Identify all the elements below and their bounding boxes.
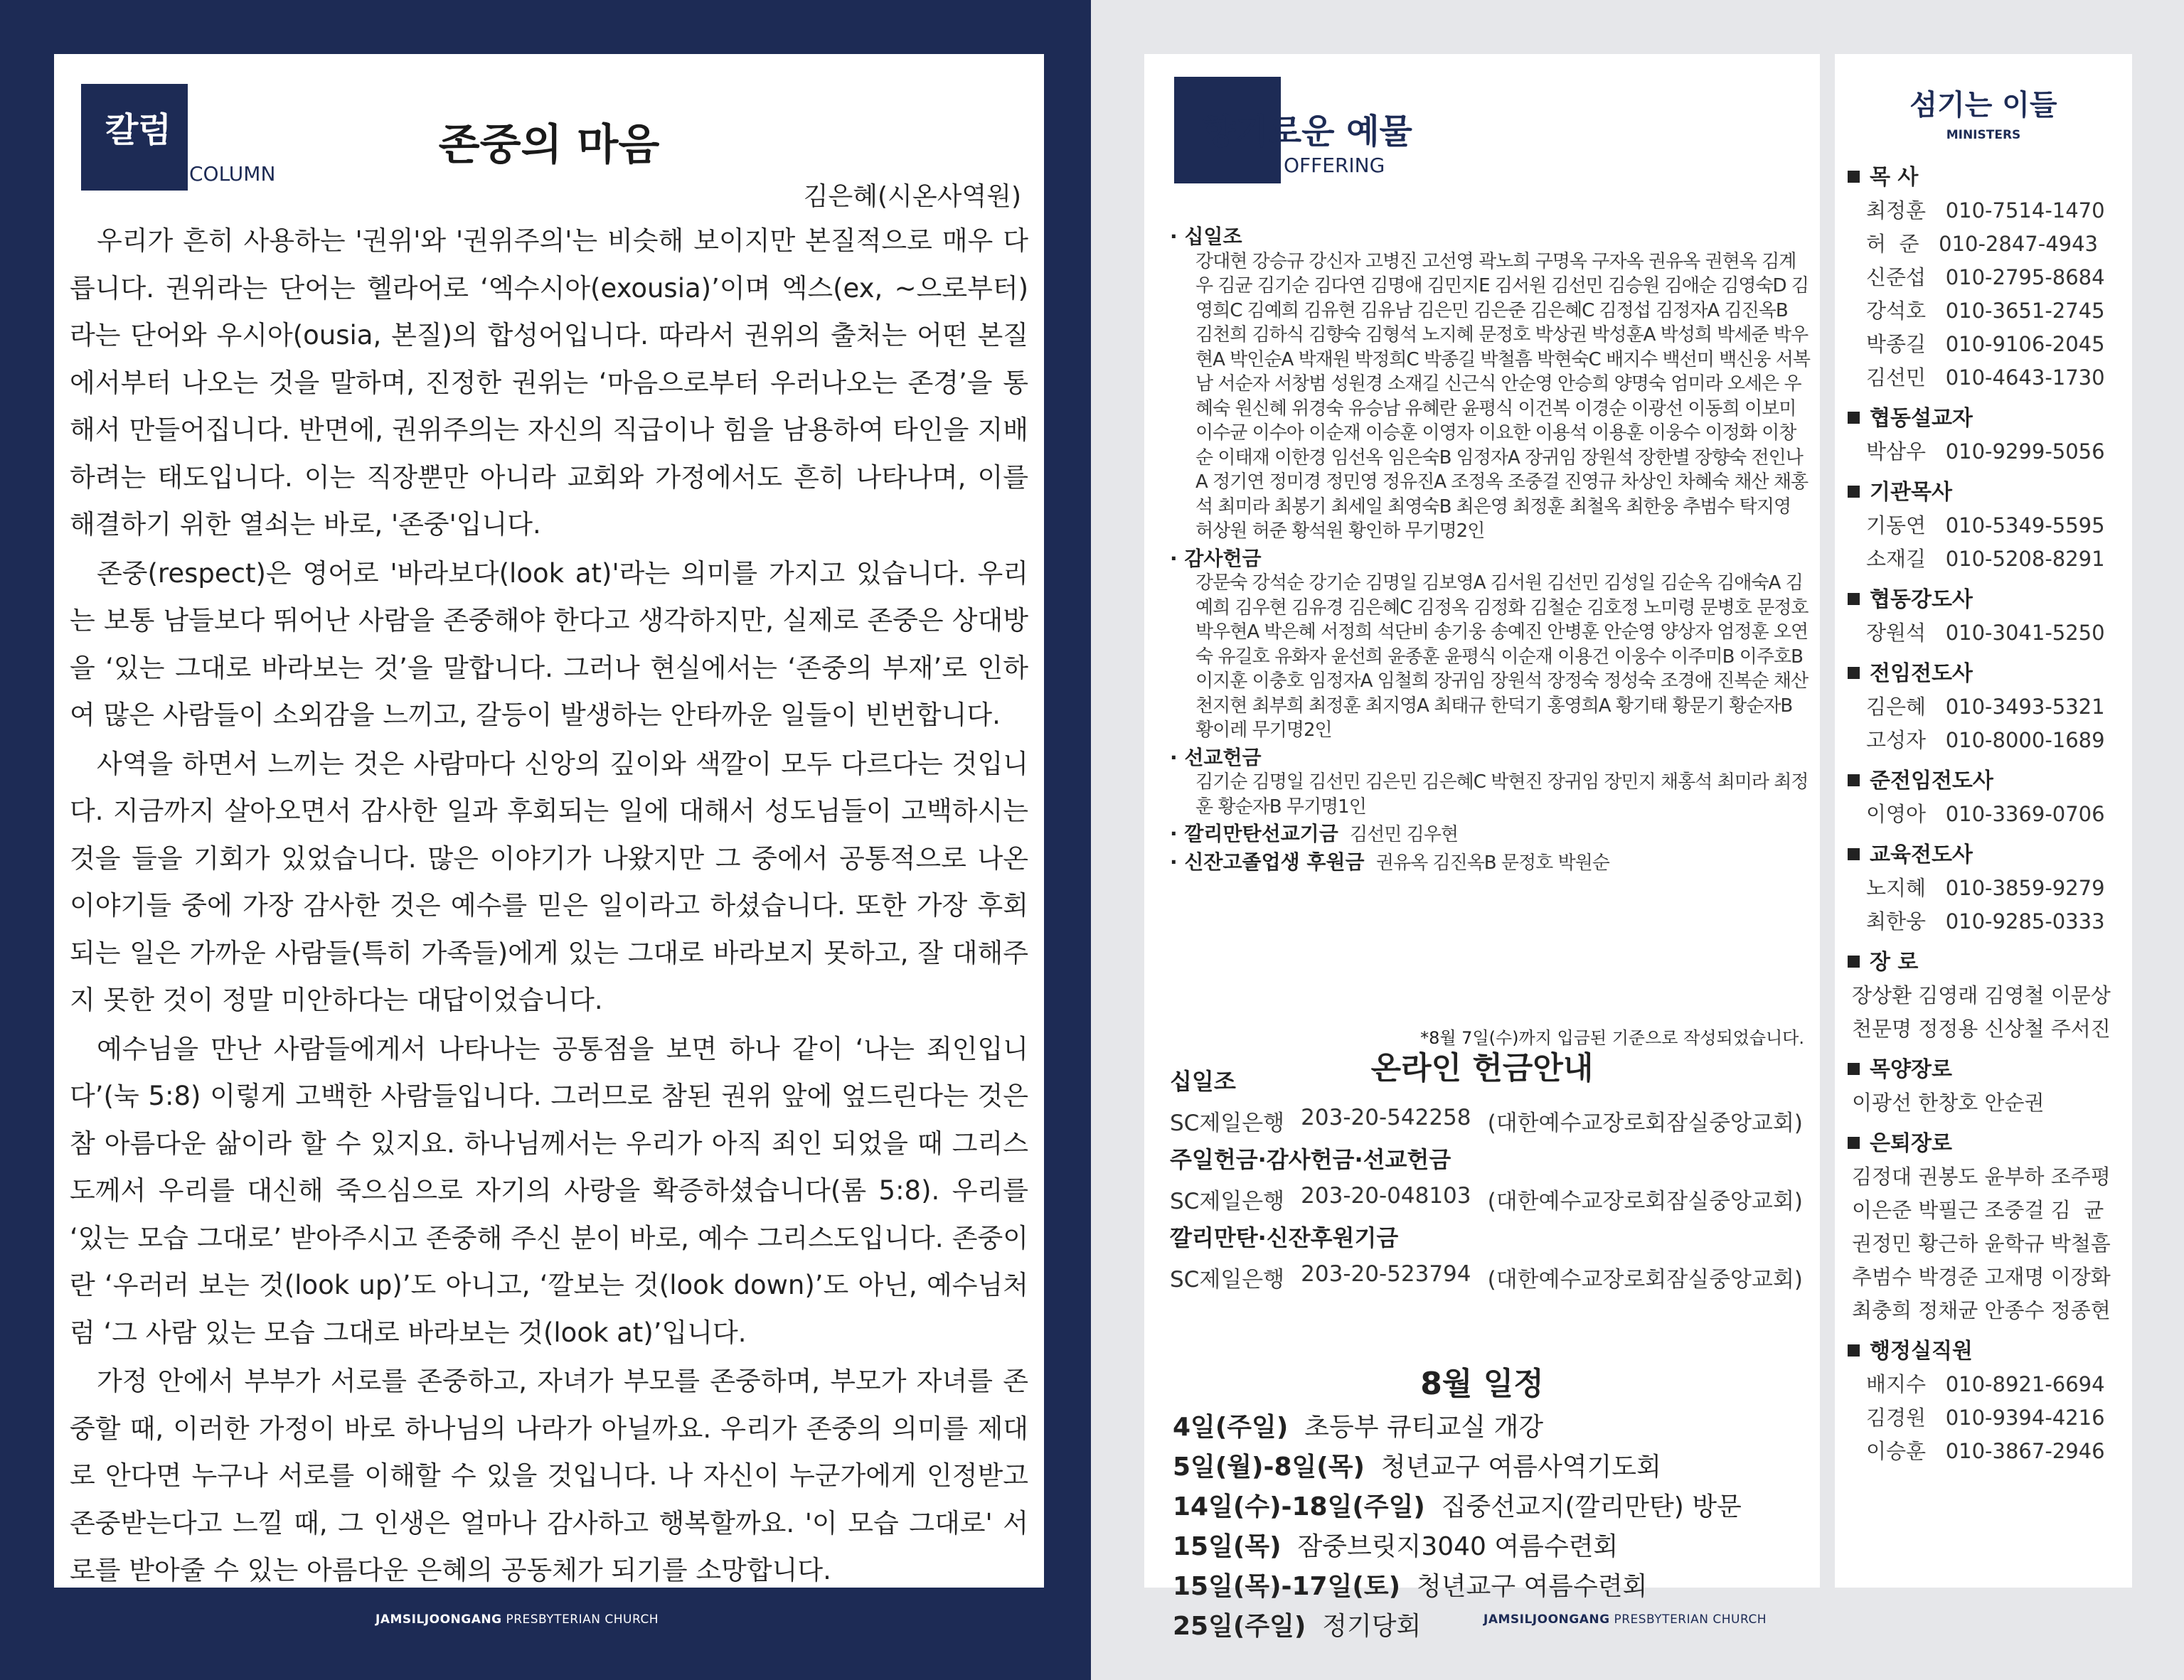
- account-holder: (대한예수교장로회잠실중앙교회): [1487, 1111, 1803, 1136]
- offering-section-head: · 십일조: [1170, 225, 1242, 248]
- minister-category: [1848, 764, 2125, 798]
- account-line: [1170, 1261, 1803, 1293]
- bullet-square-icon: [1848, 171, 1860, 183]
- minister-category-label: 협동강도사: [1870, 587, 1973, 612]
- schedule-item: [1173, 1567, 1742, 1607]
- minister-row: 장원석 010-3041-5250: [1866, 621, 2105, 645]
- minister-category: [1848, 583, 2125, 616]
- account-holder: (대한예수교장로회잠실중앙교회): [1487, 1267, 1803, 1293]
- minister-row: 최정훈 010-7514-1470: [1866, 198, 2105, 223]
- offering-section: [1170, 850, 1810, 876]
- account-line: [1170, 1105, 1803, 1137]
- minister-row: 이승훈 010-3867-2946: [1866, 1439, 2105, 1463]
- ministers-title: 섬기는 이들: [1909, 89, 2057, 122]
- column-badge-sub: COLUMN: [189, 162, 276, 186]
- bullet-square-icon: [1848, 412, 1860, 424]
- minister-row: 천문명 정정용 신상철 주서진: [1852, 1017, 2111, 1041]
- account-block: [1170, 1142, 1803, 1215]
- offering-note: *8월 7일(수)까지 입금된 기준으로 작성되었습니다.: [1420, 1028, 1804, 1048]
- online-offering-title: 온라인 헌금안내: [1370, 1050, 1594, 1086]
- minister-row: 고성자 010-8000-1689: [1866, 728, 2105, 752]
- account-bank: SC제일은행: [1170, 1111, 1285, 1136]
- account-bank: SC제일은행: [1170, 1189, 1285, 1214]
- bullet-square-icon: [1848, 667, 1860, 679]
- minister-row: 김정대 권봉도 윤부하 조주평: [1852, 1165, 2111, 1189]
- offering-list: [1170, 225, 1810, 878]
- account-line: [1170, 1183, 1803, 1215]
- column-paragraph: 사역을 하면서 느끼는 것은 사람마다 신앙의 깊이와 색깔이 모두 다르다는 것입니다. 지금까지 살아오면서 감사한 일과 후회되는 일에 대해서 성도님들이 고백하시는 것을 들을 기회가 있었습니다. 많은 이야기가 나왔지만 그 중에서 공통적으로 나온 이야기들 중에 가장 감사한 것은 예수를 믿은 일이라고 하셨습니다. 또한 가장 후회되는 일은 가까운 사람들(특히 가족들)에게 있는 그대로 바라보지 못하고, 잘 대해주지 못한 것이 정말 미안하다는 대답이었습니다.: [70, 748, 1028, 1015]
- minister-category: [1848, 1127, 2125, 1160]
- minister-row: 김선민 010-4643-1730: [1866, 365, 2105, 390]
- offering-section-head: · 선교헌금: [1170, 745, 1262, 769]
- minister-row: 강석호 010-3651-2745: [1866, 299, 2105, 323]
- minister-category-label: 전임전도사: [1870, 661, 1973, 686]
- account-label: 십일조: [1170, 1068, 1236, 1095]
- minister-row: 배지수 010-8921-6694: [1866, 1372, 2105, 1396]
- schedule-date: 15일(목)-17일(토): [1173, 1572, 1401, 1601]
- schedule-event: 초등부 큐티교실 개강: [1304, 1413, 1544, 1442]
- minister-row: 이영아 010-3369-0706: [1866, 802, 2105, 826]
- minister-category-label: 목양장로: [1870, 1057, 1952, 1082]
- minister-row: 최충희 정채균 안종수 정종현: [1852, 1298, 2111, 1322]
- column-paragraph: 가정 안에서 부부가 서로를 존중하고, 자녀가 부모를 존중하며, 부모가 자녀를 존중할 때, 이러한 가정이 바로 하나님의 나라가 아닐까요. 우리가 존중의 의미를 제대로 안다면 누구나 서로를 이해할 수 있을 것입니다. 나 자신이 누군가에게 인정받고 존중받는다고 느낄 때, 그 인생은 얼마나 감사하고 행복할까요. '이 모습 그대로' 서로를 받아줄 수 있는 아름다운 은혜의 공동체가 되기를 소망합니다.: [70, 1366, 1028, 1585]
- bullet-square-icon: [1848, 486, 1860, 498]
- minister-row: 신준섭 010-2795-8684: [1866, 265, 2105, 289]
- minister-category: [1848, 402, 2125, 435]
- minister-category-label: 준전임전도사: [1870, 769, 1993, 793]
- minister-row: 장상환 김영래 김영철 이문상: [1852, 983, 2111, 1007]
- schedule-event: 정기당회: [1322, 1612, 1422, 1641]
- right-footer: [1483, 1612, 1767, 1627]
- minister-category-label: 교육전도사: [1870, 842, 1973, 867]
- minister-category-label: 협동설교자: [1870, 406, 1973, 431]
- left-footer: [375, 1612, 659, 1627]
- minister-category: [1848, 161, 2125, 194]
- ministers-panel: [1835, 54, 2132, 1588]
- minister-row: 추범수 박경준 고재명 이장화: [1852, 1265, 2111, 1289]
- footer-church-rest: PRESBYTERIAN CHURCH: [501, 1612, 659, 1627]
- account-number: 203-20-542258: [1301, 1105, 1471, 1130]
- minister-row: 이은준 박필근 조중걸 김 균: [1852, 1198, 2104, 1222]
- footer-church-rest: PRESBYTERIAN CHURCH: [1609, 1612, 1767, 1627]
- minister-category: [1848, 1334, 2125, 1368]
- minister-row: 박종길 010-9106-2045: [1866, 332, 2105, 356]
- minister-category-label: 행정실직원: [1870, 1339, 1973, 1364]
- schedule-item: [1173, 1448, 1742, 1487]
- column-paragraph: 우리가 흔히 사용하는 '권위'와 '권위주의'는 비슷해 보이지만 본질적으로 매우 다릅니다. 권위라는 단어는 헬라어로 ‘엑수시아(exousia)’이며 엑스(ex, ~으로부터)라는 단어와 우시아(ousia, 본질)의 합성어입니다. 따라서 권위의 출처는 어떤 본질에서부터 나오는 것을 말하며, 진정한 권위는 ‘마음으로부터 우러나오는 존경’을 통해서 만들어집니다. 반면에, 권위주의는 자신의 직급이나 힘을 남용하여 타인을 지배하려는 태도입니다. 이는 직장뿐만 아니라 교회와 가정에서도 흔히 나타나며, 이를 해결하기 위한 열쇠는 바로, '존중'입니다.: [70, 225, 1028, 540]
- schedule-event: 잠중브릿지3040 여름수련회: [1297, 1532, 1619, 1561]
- minister-category: [1848, 1053, 2125, 1086]
- bullet-square-icon: [1848, 593, 1860, 605]
- offering-section-head: · 깔리만탄선교기금: [1170, 822, 1338, 845]
- minister-row: 노지혜 010-3859-9279: [1866, 876, 2105, 900]
- minister-category: [1848, 838, 2125, 872]
- offering-badge-sub: OFFERING: [1284, 154, 1385, 177]
- offering-section-names: 강대현 강승규 강신자 고병진 고선영 곽노희 구명옥 구자옥 권유옥 권현옥 김계우 김균 김기순 김다연 김명애 김민지E 김서원 김선민 김승원 김애순 김영숙D 김영희C 김예희 김유현 김유남 김은민 김은준 김은혜C 김정섭 김정자A 김진옥B 김천희 김하식 김향숙 김형석 노지혜 문정호 박상권 박성훈A 박성희 박세준 박우현A 박인순A 박재원 박정희C 박종길 박철흠 박현숙C 배지수 백선미 백신웅 서복남 서순자 서창범 성원경 소재길 신근식 안순영 안승희 양명숙 엄미라 오세은 우혜숙 원신혜 위경숙 유승남 유혜란 윤평식 이건복 이경순 이광선 이동희 이보미 이수균 이수아 이순재 이승훈 이영자 이요한 이용석 이용훈 이웅수 이정화 이창순 이태재 이한경 임선옥 임은숙B 임정자A 장귀임 장원석 장한별 장향숙 전인나A 정기연 정미경 정민영 정유진A 조정옥 조중걸 진영규 차상인 차혜숙 채산 채홍석 최미라 최봉기 최세일 최영숙B 최은영 최정훈 최철옥 최한웅 추범수 탁지영 허상원 허준 황석원 황인하 무기명2인: [1195, 250, 1811, 542]
- minister-row: 김경원 010-9394-4216: [1866, 1406, 2105, 1430]
- column-panel: [54, 54, 1044, 1588]
- offering-section-names: 강문숙 강석순 강기순 김명일 김보영A 김서원 김선민 김성일 김순옥 김애숙A 김예희 김우현 김유경 김은혜C 김정옥 김정화 김철순 김호정 노미령 문병호 문정호 박우현A 박은혜 서정희 석단비 송기웅 송예진 안병훈 안순영 양상자 엄정훈 오연숙 유길호 유화자 윤선희 윤종훈 윤평식 이순재 이용건 이웅수 이주미B 이주호B 이지훈 이충호 임정자A 임철희 장귀임 장원석 장정숙 정성숙 조경애 진복순 채산 천지현 최부희 최정훈 최지영A 최태규 한덕기 홍영희A 황기태 황문기 황순자B 황이레 무기명2인: [1195, 572, 1809, 741]
- column-title: 존중의 마음: [438, 120, 660, 170]
- minister-category-label: 장 로: [1870, 950, 1919, 975]
- offering-section-head: · 감사헌금: [1170, 546, 1262, 570]
- schedule-item: [1173, 1527, 1742, 1567]
- bullet-square-icon: [1848, 956, 1860, 968]
- bullet-square-icon: [1848, 774, 1860, 786]
- ministers-list: [1848, 154, 2125, 1468]
- minister-category: [1848, 946, 2125, 979]
- minister-row: 김은혜 010-3493-5321: [1866, 695, 2105, 719]
- offering-section-names: 권유옥 김진옥B 문정호 박원순: [1375, 852, 1609, 874]
- bullet-square-icon: [1848, 1137, 1860, 1149]
- account-holder: (대한예수교장로회잠실중앙교회): [1487, 1189, 1803, 1214]
- schedule-date: 4일(주일): [1173, 1413, 1289, 1442]
- footer-church-bold: JAMSILJOONGANG: [375, 1612, 502, 1627]
- bullet-square-icon: [1848, 1344, 1860, 1357]
- minister-row: 최한웅 010-9285-0333: [1866, 909, 2105, 933]
- account-block: [1170, 1064, 1803, 1137]
- schedule-title: 8월 일정: [1420, 1366, 1544, 1402]
- schedule-date: 15일(목): [1173, 1532, 1282, 1561]
- account-number: 203-20-048103: [1301, 1183, 1471, 1209]
- column-badge-label: 칼럼: [105, 110, 171, 150]
- offering-section-names: 김선민 김우현: [1350, 824, 1459, 845]
- offering-section: [1170, 822, 1810, 847]
- minister-row: 기동연 010-5349-5595: [1866, 513, 2105, 537]
- account-label: 깔리만탄·신잔후원기금: [1170, 1224, 1399, 1251]
- minister-row: 소재길 010-5208-8291: [1866, 547, 2105, 571]
- account-number: 203-20-523794: [1301, 1261, 1471, 1287]
- schedule-date: 14일(수)-18일(주일): [1173, 1492, 1425, 1521]
- column-body: [70, 218, 1028, 1595]
- column-paragraph: 존중(respect)은 영어로 '바라보다(look at)'라는 의미를 가지고 있습니다. 우리는 보통 남들보다 뛰어난 사람을 존중해야 한다고 생각하지만, 실제로 존중은 상대방을 ‘있는 그대로 바라보는 것’을 말합니다. 그러나 현실에서는 ‘존중의 부재’로 인하여 많은 사람들이 소외감을 느끼고, 갈등이 발생하는 안타까운 일들이 빈번합니다.: [70, 557, 1028, 730]
- minister-category-label: 은퇴장로: [1870, 1131, 1952, 1156]
- offering-section: [1170, 225, 1810, 544]
- schedule-date: 25일(주일): [1173, 1612, 1306, 1641]
- account-bank: SC제일은행: [1170, 1267, 1285, 1293]
- offering-section-head: · 신잔고졸업생 후원금: [1170, 850, 1365, 874]
- schedule-list: [1173, 1408, 1742, 1647]
- ministers-subtitle: MINISTERS: [1946, 128, 2021, 142]
- column-paragraph: 예수님을 만난 사람들에게서 나타나는 공통점을 보면 하나 같이 ‘나는 죄인입니다’(눅 5:8) 이렇게 고백한 사람들입니다. 그러므로 참된 권위 앞에 엎드린다는 것은 참 아름다운 삶이라 할 수 있지요. 하나님께서는 우리가 아직 죄인 되었을 때 그리스도께서 우리를 대신해 죽으심으로 자기의 사랑을 확증하셨습니다(롬 5:8). 우리를 ‘있는 모습 그대로’ 받아주시고 존중해 주신 분이 바로, 예수 그리스도입니다. 존중이란 ‘우러러 보는 것(look up)’도 아니고, ‘깔보는 것(look down)’도 아닌, 예수님처럼 ‘그 사람 있는 모습 그대로 바라보는 것(look at)’입니다.: [70, 1033, 1028, 1348]
- offering-badge-label: 향기로운 예물: [1203, 112, 1412, 151]
- offering-section-names: 김기순 김명일 김선민 김은민 김은혜C 박현진 장귀임 장민지 채홍석 최미라 최정훈 황순자B 무기명1인: [1195, 771, 1809, 818]
- schedule-date: 5일(월)-8일(목): [1173, 1452, 1365, 1482]
- schedule-item: [1173, 1487, 1742, 1527]
- minister-category-label: 기관목사: [1870, 480, 1952, 505]
- minister-row: 권정민 황근하 윤학규 박철흠: [1852, 1231, 2111, 1256]
- account-block: [1170, 1220, 1803, 1293]
- minister-row: 이광선 한창호 안순권: [1852, 1091, 2045, 1115]
- minister-category: [1848, 657, 2125, 690]
- bullet-square-icon: [1848, 1063, 1860, 1075]
- offering-section: [1170, 547, 1810, 743]
- minister-category: [1848, 476, 2125, 509]
- account-label: 주일헌금·감사헌금·선교헌금: [1170, 1146, 1451, 1173]
- minister-row: 허 준 010-2847-4943: [1866, 232, 2099, 256]
- minister-row: 박삼우 010-9299-5056: [1866, 439, 2105, 464]
- bullet-square-icon: [1848, 848, 1860, 860]
- schedule-event: 청년교구 여름사역기도회: [1380, 1452, 1661, 1482]
- schedule-item: [1173, 1408, 1742, 1448]
- schedule-event: 집중선교지(깔리만탄) 방문: [1441, 1492, 1742, 1521]
- schedule-event: 청년교구 여름수련회: [1416, 1572, 1648, 1601]
- column-author: 김은혜(시온사역원): [803, 182, 1021, 211]
- footer-church-bold: JAMSILJOONGANG: [1483, 1612, 1610, 1627]
- offering-section: [1170, 746, 1810, 820]
- minister-category-label: 목 사: [1870, 165, 1919, 190]
